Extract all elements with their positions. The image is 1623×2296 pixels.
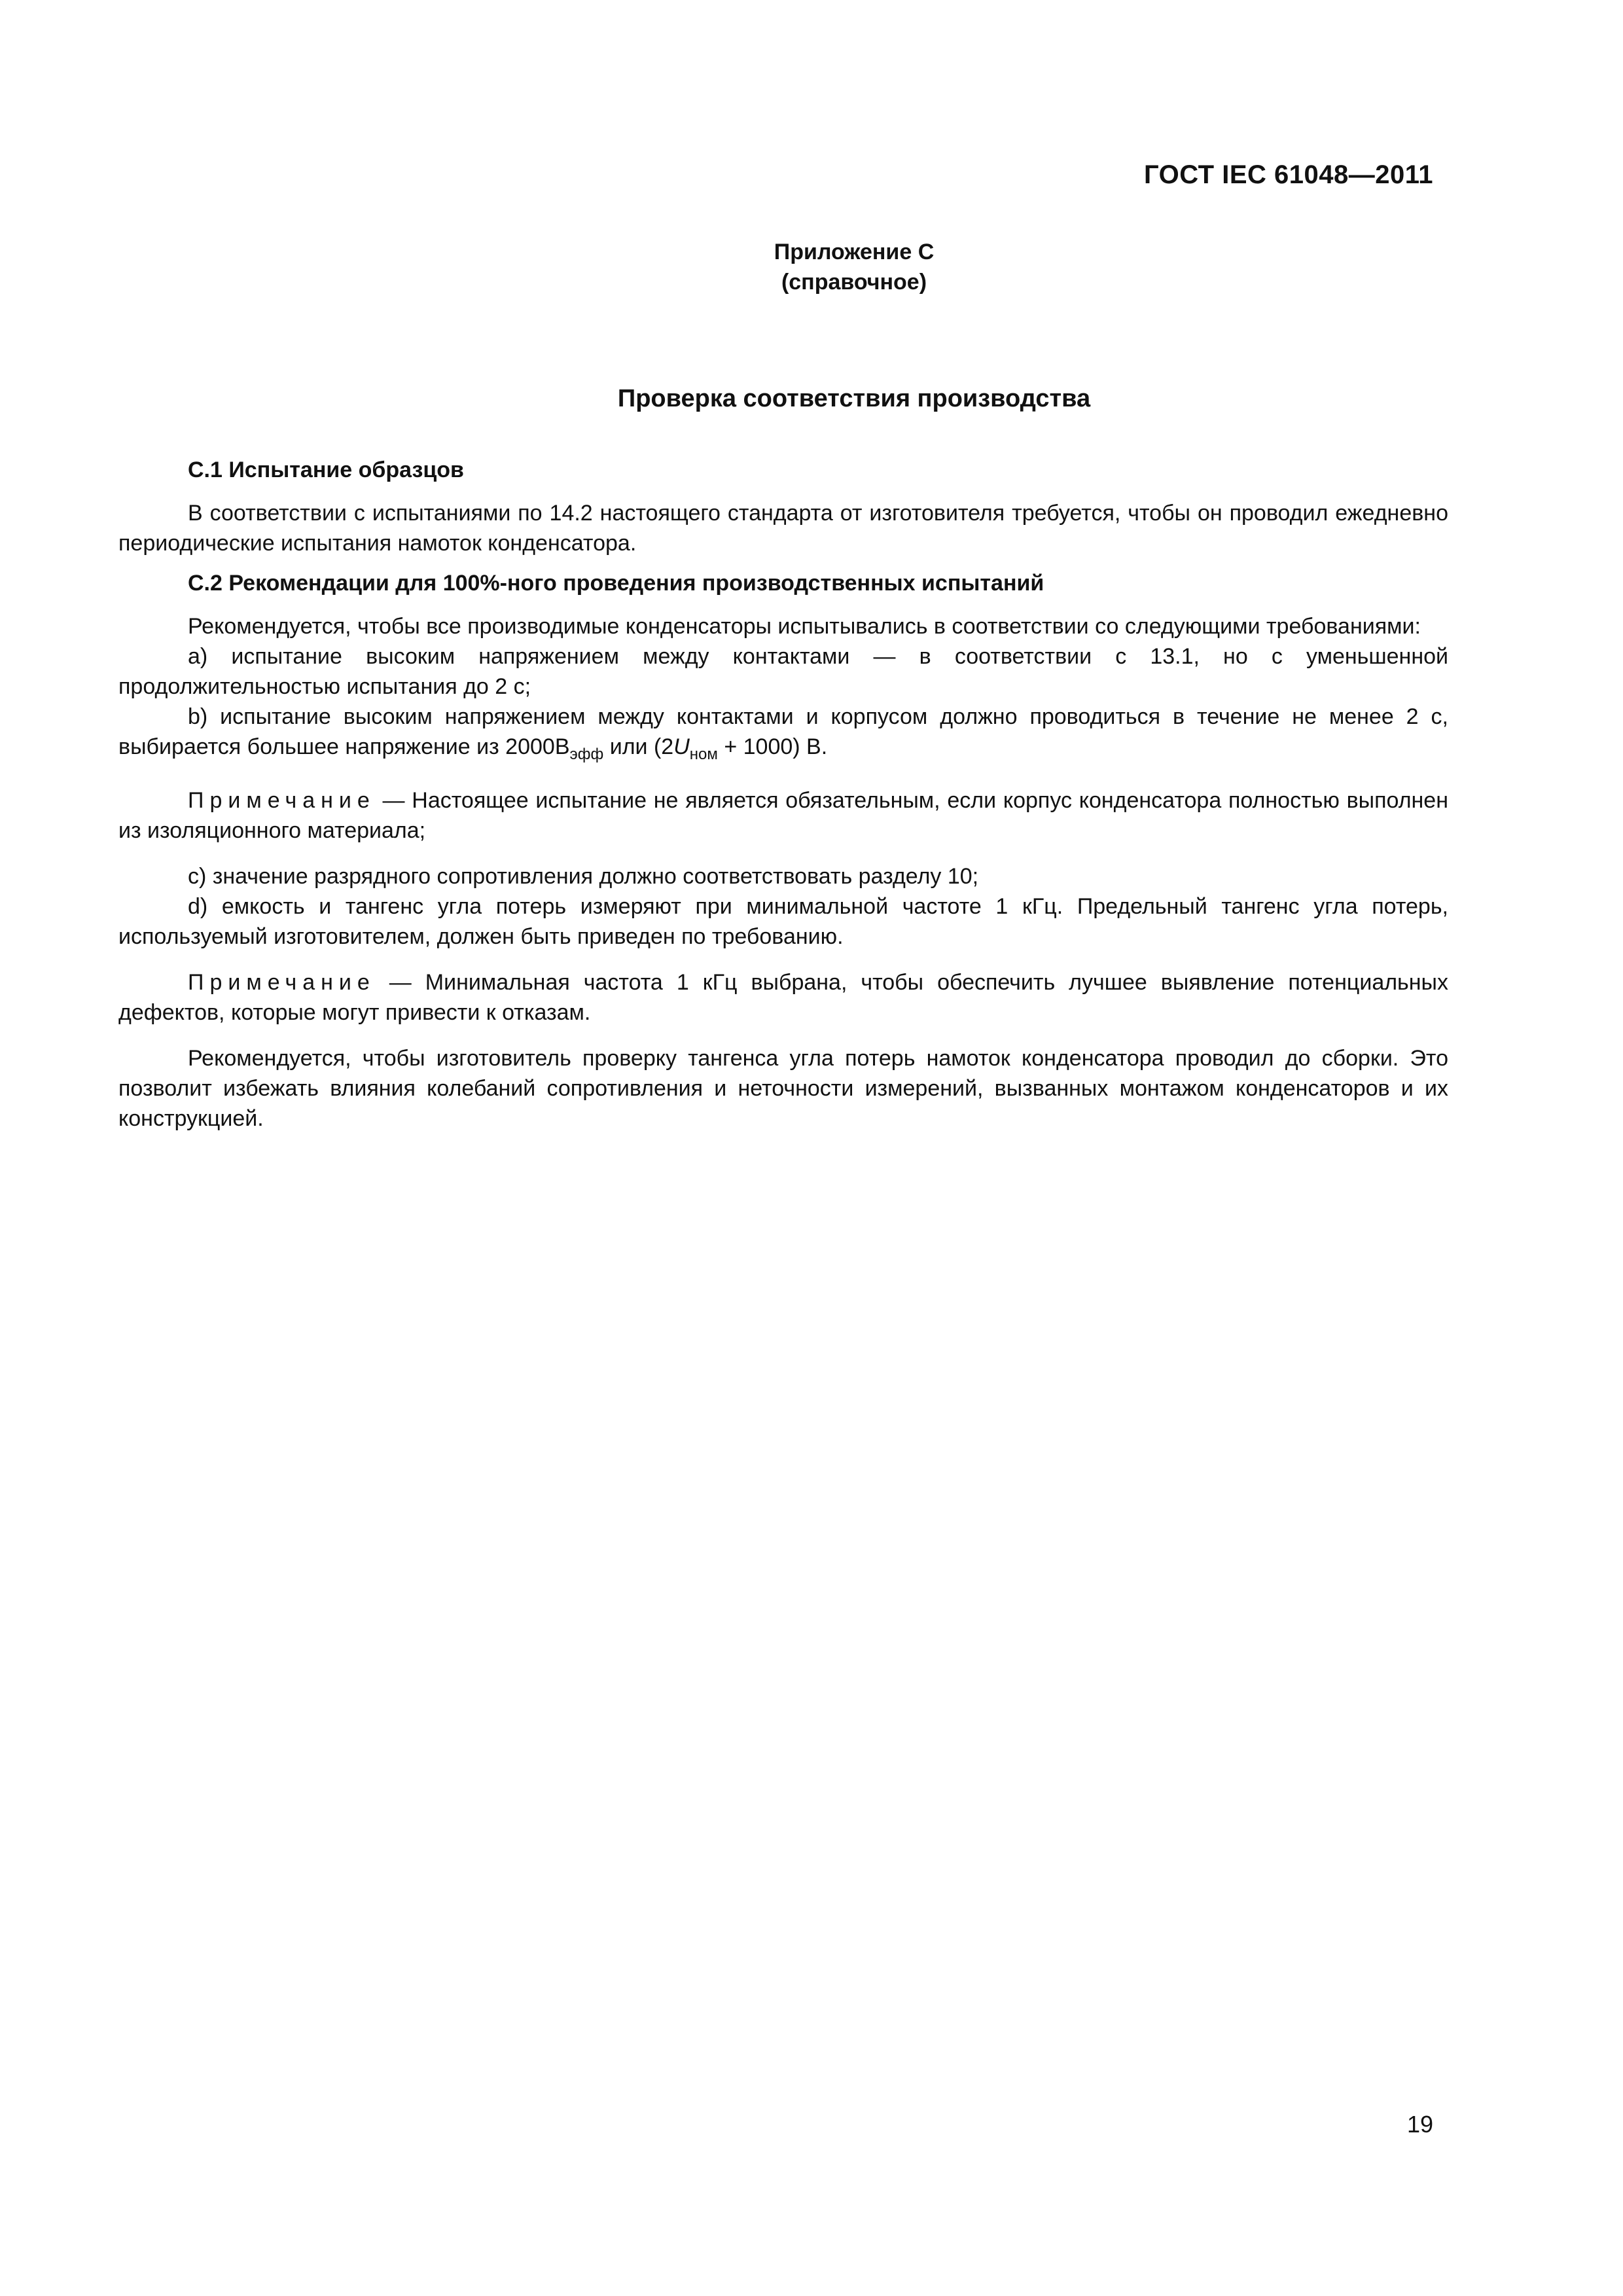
annex-title: Приложение С xyxy=(774,240,935,264)
section-c2 xyxy=(118,568,1448,1134)
note-label: Примечание xyxy=(188,788,376,813)
section-c1 xyxy=(118,455,1448,558)
final-paragraph: Рекомендуется, чтобы изготовитель проверку тангенса угла потерь намоток конденсатора проводил до сборки. Это позволит избежать влияния колебаний сопротивления и неточности измерений, вызванных монтажом конденсаторов и их конструкцией. xyxy=(118,1046,1448,1131)
list-item-d: d) емкость и тангенс угла потерь измеряют при минимальной частоте 1 кГц. Предельный тангенс угла потерь, используемый изготовителем, должен быть приведен по требованию. xyxy=(118,894,1448,949)
document-title: Проверка соответствия производства xyxy=(617,385,1091,412)
standard-designation: ГОСТ IEC 61048—2011 xyxy=(1144,160,1433,189)
section-c1-paragraph: В соответствии с испытаниями по 14.2 настоящего стандарта от изготовителя требуется, чтобы он проводил ежедневно периодические испытания намоток конденсатора. xyxy=(118,501,1448,556)
annex-heading xyxy=(0,237,1623,297)
note-label: Примечание xyxy=(188,970,376,995)
list-item-a: a) испытание высоким напряжением между контактами — в соответствии с 13.1, но с уменьшенной продолжительностью испытания до 2 с; xyxy=(118,644,1448,699)
section-c1-heading: С.1 Испытание образцов xyxy=(188,457,464,482)
note-1: Примечание — Настоящее испытание не является обязательным, если корпус конденсатора полностью выполнен из изоляционного материала; xyxy=(118,788,1448,843)
list-item-c: c) значение разрядного сопротивления должно соответствовать разделу 10; xyxy=(188,864,979,889)
page-number: 19 xyxy=(1406,2111,1433,2138)
note-2: Примечание — Минимальная частота 1 кГц выбрана, чтобы обеспечить лучшее выявление потенциальных дефектов, которые могут привести к отказам. xyxy=(118,970,1448,1025)
section-c2-heading: С.2 Рекомендации для 100%-ного проведения производственных испытаний xyxy=(188,571,1044,596)
section-c2-intro: Рекомендуется, чтобы все производимые конденсаторы испытывались в соответствии со следующими требованиями: xyxy=(188,614,1421,639)
list-item-b: b) испытание высоким напряжением между контактами и корпусом должно проводиться в течение не менее 2 с, выбирается большее напряжение из $2000В_{эфф}$ или $(2U_{ном} + 1000)$ В. xyxy=(118,704,1448,763)
annex-type: (справочное) xyxy=(781,270,927,295)
